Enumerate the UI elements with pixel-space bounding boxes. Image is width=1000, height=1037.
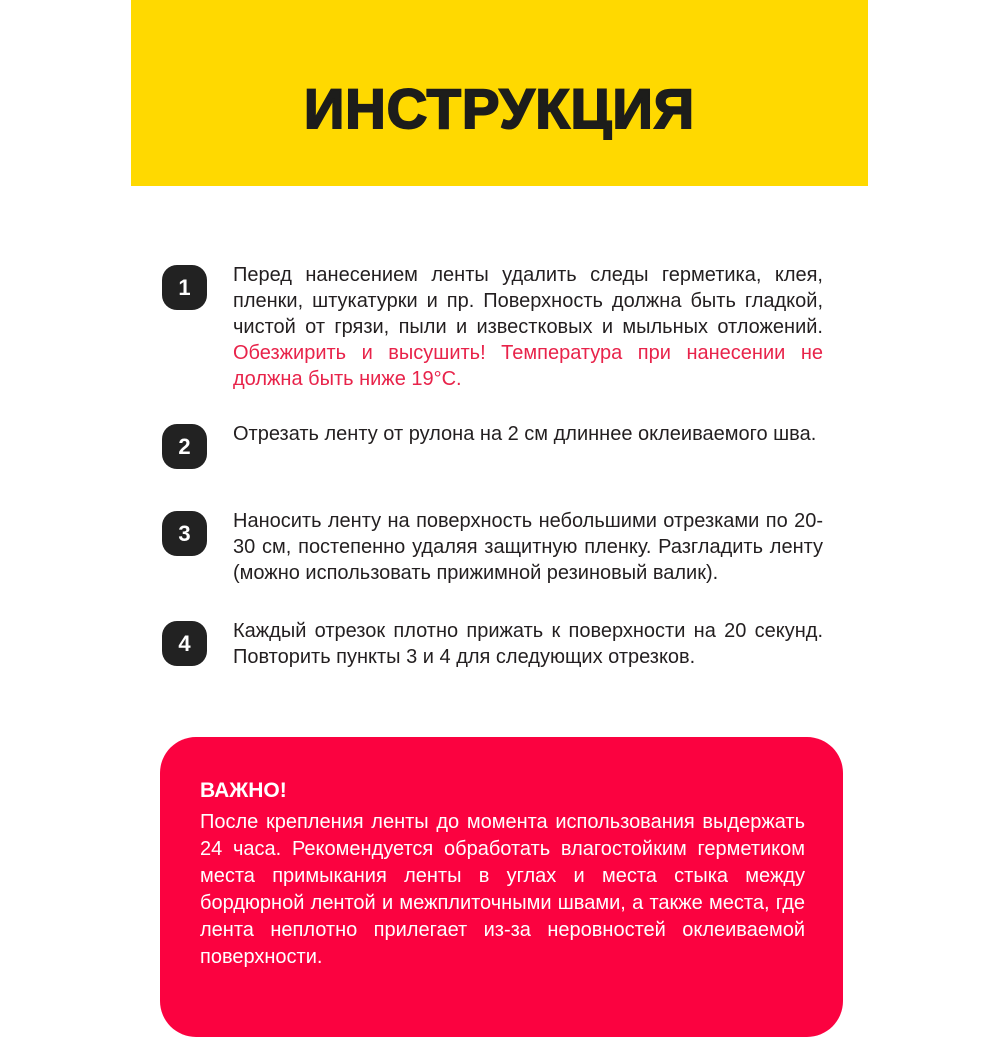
- step-text-black: Наносить ленту на поверхность небольшими отрезками по 20-30 см, постепенно удаляя защитную пленку. Разгладить ленту (можно использовать прижимной резиновый валик).: [233, 510, 823, 584]
- step-text-red: Обезжирить и высушить! Температура при нанесении не должна быть ниже 19°С.: [233, 342, 823, 390]
- important-callout: [160, 737, 843, 1037]
- step-text-black: Отрезать ленту от рулона на 2 см длиннее оклеиваемого шва.: [233, 423, 817, 445]
- header-banner: [131, 0, 868, 186]
- step-text-black: Каждый отрезок плотно прижать к поверхности на 20 секунд. Повторить пункты 3 и 4 для следующих отрезков.: [233, 620, 823, 668]
- instruction-step-4: [162, 618, 823, 670]
- step-text: [233, 618, 823, 670]
- instruction-step-3: [162, 508, 823, 586]
- important-body-text: После крепления ленты до момента использования выдержать 24 часа. Рекомендуется обработать влагостойким герметиком места примыкания ленты в углах и места стыка между бордюрной лентой и межплиточными швами, а также места, где лента неплотно прилегает из-за неровностей оклеиваемой поверхности.: [200, 811, 805, 968]
- step-text: [233, 262, 823, 392]
- step-number-badge: 1: [162, 265, 207, 310]
- step-text-black: Перед нанесением ленты удалить следы герметика, клея, пленки, штукатурки и пр. Поверхность должна быть гладкой, чистой от грязи, пыли и известковых и мыльных отложений.: [233, 264, 823, 338]
- important-heading: ВАЖНО!: [200, 779, 287, 802]
- instruction-step-2: [162, 421, 823, 469]
- step-number-badge: 2: [162, 424, 207, 469]
- step-text: [233, 421, 823, 469]
- step-number-badge: 4: [162, 621, 207, 666]
- step-text: [233, 508, 823, 586]
- instruction-step-1: [162, 262, 823, 392]
- step-number-badge: 3: [162, 511, 207, 556]
- page-title: ИНСТРУКЦИЯ: [304, 76, 695, 140]
